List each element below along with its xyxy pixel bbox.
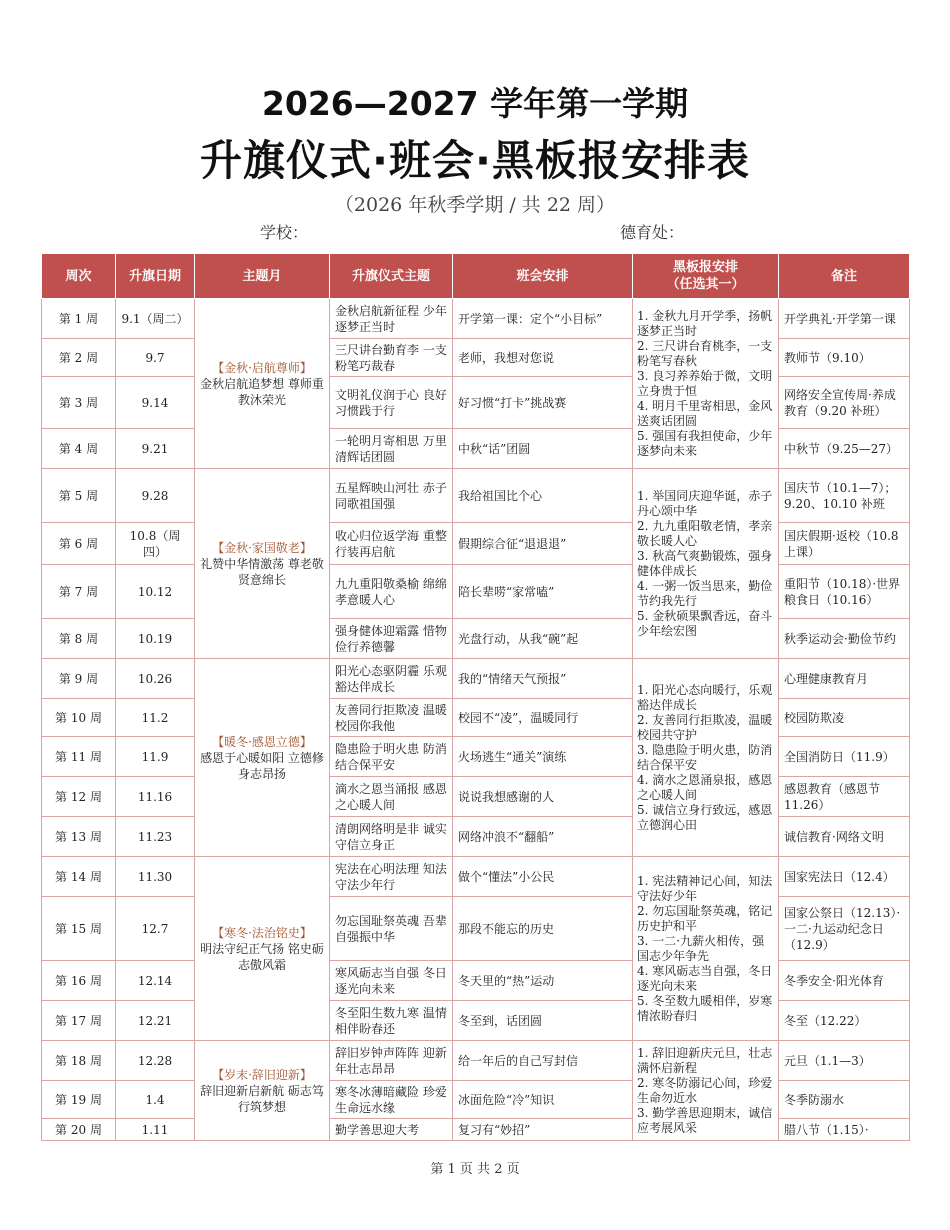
- blackboard-item: 4. 寒风砺志当自强，冬日逐光向未来: [637, 963, 773, 993]
- blackboard-item: 2. 九九重阳敬老情，孝亲敬长暖人心: [637, 518, 773, 548]
- note-cell: 心理健康教育月: [779, 659, 910, 699]
- theme-month-tag: 【金秋·家国敬老】: [212, 540, 312, 555]
- date-cell: 12.7: [116, 897, 195, 961]
- class-meeting-cell: 那段不能忘的历史: [453, 897, 633, 961]
- note-cell: 国家宪法日（12.4）: [779, 857, 910, 897]
- table-row: [42, 737, 910, 777]
- blackboard-item: 1. 金秋九月开学季，扬帆逐梦正当时: [637, 308, 773, 338]
- blackboard-item: 5. 诚信立身行致远，感恩立德润心田: [637, 802, 773, 832]
- ceremony-theme-cell: 阳光心态驱阴霾 乐观豁达伴成长: [330, 659, 453, 699]
- table-row: [42, 659, 910, 699]
- note-cell: 国庆假期·返校（10.8 上课）: [779, 523, 910, 565]
- note-cell: 腊八节（1.15）·: [779, 1119, 910, 1141]
- note-cell: 国庆节（10.1—7）；9.20、10.10 补班: [779, 469, 910, 523]
- note-cell: 感恩教育（感恩节 11.26）: [779, 777, 910, 817]
- table-row: [42, 565, 910, 619]
- blackboard-item: 4. 滴水之恩涌泉报，感恩之心暖人间: [637, 772, 773, 802]
- ceremony-theme-cell: 强身健体迎霜露 惜物俭行养德馨: [330, 619, 453, 659]
- class-meeting-cell: 冰面危险“冷”知识: [453, 1081, 633, 1119]
- date-cell: 9.14: [116, 377, 195, 429]
- ceremony-theme-cell: 金秋启航新征程 少年逐梦正当时: [330, 299, 453, 339]
- blackboard-item: 5. 强国有我担使命，少年逐梦向未来: [637, 428, 773, 458]
- note-cell: 诚信教育·网络文明: [779, 817, 910, 857]
- column-header: 升旗日期: [116, 254, 195, 299]
- table-row: [42, 377, 910, 429]
- theme-month-cell: [195, 469, 330, 659]
- table-row: [42, 299, 910, 339]
- class-meeting-cell: 我给祖国比个心: [453, 469, 633, 523]
- theme-month-cell: [195, 857, 330, 1041]
- ceremony-theme-cell: 滴水之恩当涌报 感恩之心暖人间: [330, 777, 453, 817]
- table-row: [42, 619, 910, 659]
- note-cell: 冬至（12.22）: [779, 1001, 910, 1041]
- week-cell: 第 10 周: [42, 699, 116, 737]
- week-cell: 第 19 周: [42, 1081, 116, 1119]
- blackboard-cell: [633, 299, 779, 469]
- week-cell: 第 17 周: [42, 1001, 116, 1041]
- table-row: [42, 523, 910, 565]
- week-cell: 第 20 周: [42, 1119, 116, 1141]
- blackboard-item: 1. 阳光心态向暖行，乐观豁达伴成长: [637, 682, 773, 712]
- class-meeting-cell: 中秋“话”团圆: [453, 429, 633, 469]
- week-cell: 第 11 周: [42, 737, 116, 777]
- blackboard-cell: [633, 659, 779, 857]
- class-meeting-cell: 冬天里的“热”运动: [453, 961, 633, 1001]
- theme-month-text: 明法守纪正气扬 铭史砺志傲风霜: [200, 941, 324, 972]
- theme-month-tag: 【寒冬·法治铭史】: [212, 925, 312, 940]
- blackboard-item: 1. 宪法精神记心间，知法守法好少年: [637, 873, 773, 903]
- note-cell: 教师节（9.10）: [779, 339, 910, 377]
- note-cell: 国家公祭日（12.13）·一二·九运动纪念日（12.9）: [779, 897, 910, 961]
- blackboard-item: 3. 良习养养始于微，文明立身贵于恒: [637, 368, 773, 398]
- date-cell: 12.21: [116, 1001, 195, 1041]
- date-cell: 9.7: [116, 339, 195, 377]
- table-row: [42, 1001, 910, 1041]
- blackboard-item: 1. 辞旧迎新庆元旦，壮志满怀启新程: [637, 1045, 773, 1075]
- theme-month-text: 礼赞中华情激荡 尊老敬贤意绵长: [200, 556, 324, 587]
- blackboard-item: 2. 三尺讲台育桃李，一支粉笔写春秋: [637, 338, 773, 368]
- document-subtitle: （2026 年秋季学期 / 共 22 周）: [334, 194, 616, 216]
- blackboard-item: 3. 一二·九薪火相传，强国志少年争先: [637, 933, 765, 963]
- blackboard-cell: [633, 469, 779, 659]
- theme-month-tag: 【岁末·辞旧迎新】: [212, 1067, 312, 1082]
- table-row: [42, 857, 910, 897]
- week-cell: 第 6 周: [42, 523, 116, 565]
- theme-month-tag: 【金秋·启航尊师】: [212, 360, 312, 375]
- ceremony-theme-cell: 三尺讲台勤育李 一支粉笔巧裁春: [330, 339, 453, 377]
- ceremony-theme-cell: 冬至阳生数九寒 温情相伴盼春还: [330, 1001, 453, 1041]
- date-cell: 9.1（周二）: [116, 299, 195, 339]
- table-row: [42, 469, 910, 523]
- table-row: [42, 699, 910, 737]
- date-cell: 11.30: [116, 857, 195, 897]
- week-cell: 第 9 周: [42, 659, 116, 699]
- date-cell: 11.9: [116, 737, 195, 777]
- week-cell: 第 13 周: [42, 817, 116, 857]
- ceremony-theme-cell: 寒风砺志当自强 冬日逐光向未来: [330, 961, 453, 1001]
- date-cell: 10.19: [116, 619, 195, 659]
- blackboard-item: 2. 友善同行拒欺凌，温暖校园共守护: [637, 712, 773, 742]
- table-row: [42, 897, 910, 961]
- blackboard-item: 3. 勤学善思迎期末，诚信应考展风采: [637, 1105, 773, 1135]
- class-meeting-cell: 陪长辈唠“家常嗑”: [453, 565, 633, 619]
- class-meeting-cell: 做个“懂法”小公民: [453, 857, 633, 897]
- table-header-row: [42, 254, 910, 299]
- note-cell: 网络安全宣传周·养成教育（9.20 补班）: [779, 377, 910, 429]
- week-cell: 第 18 周: [42, 1041, 116, 1081]
- class-meeting-cell: 火场逃生“通关”演练: [453, 737, 633, 777]
- ceremony-theme-cell: 五星辉映山河壮 赤子同歌祖国强: [330, 469, 453, 523]
- blackboard-item: 2. 勿忘国耻祭英魂，铭记历史护和平: [637, 903, 773, 933]
- blackboard-item: 4. 一粥一饭当思来，勤俭节约我先行: [637, 578, 773, 608]
- ceremony-theme-cell: 勤学善思迎大考: [330, 1119, 453, 1141]
- week-cell: 第 4 周: [42, 429, 116, 469]
- theme-month-tag: 【暖冬·感恩立德】: [212, 734, 312, 749]
- class-meeting-cell: 光盘行动，从我“碗”起: [453, 619, 633, 659]
- ceremony-theme-cell: 收心归位返学海 重整行装再启航: [330, 523, 453, 565]
- class-meeting-cell: 假期综合征“退退退”: [453, 523, 633, 565]
- class-meeting-cell: 我的“情绪天气预报”: [453, 659, 633, 699]
- date-cell: 9.28: [116, 469, 195, 523]
- blackboard-cell: [633, 1041, 779, 1141]
- class-meeting-cell: 复习有“妙招”: [453, 1119, 633, 1141]
- note-cell: 重阳节（10.18）·世界粮食日（10.16）: [779, 565, 910, 619]
- class-meeting-cell: 给一年后的自己写封信: [453, 1041, 633, 1081]
- column-header: 主题月: [195, 254, 330, 299]
- date-cell: 11.23: [116, 817, 195, 857]
- note-cell: 冬季安全·阳光体育: [779, 961, 910, 1001]
- date-cell: 10.26: [116, 659, 195, 699]
- schedule-table: [41, 253, 910, 1141]
- date-cell: 1.4: [116, 1081, 195, 1119]
- blackboard-item: 1. 举国同庆迎华诞，赤子丹心颂中华: [637, 488, 773, 518]
- week-cell: 第 8 周: [42, 619, 116, 659]
- blackboard-item: 2. 寒冬防溺记心间，珍爱生命勿近水: [637, 1075, 773, 1105]
- ceremony-theme-cell: 隐患险于明火患 防消结合保平安: [330, 737, 453, 777]
- blackboard-item: 3. 秋高气爽勤锻炼，强身健体伴成长: [637, 548, 773, 578]
- week-cell: 第 15 周: [42, 897, 116, 961]
- document-title: 2026—2027 学年第一学期: [261, 84, 689, 123]
- date-cell: 9.21: [116, 429, 195, 469]
- note-cell: 校园防欺凌: [779, 699, 910, 737]
- table-row: [42, 1119, 910, 1141]
- class-meeting-cell: 网络冲浪不“翻船”: [453, 817, 633, 857]
- table-row: [42, 1041, 910, 1081]
- ceremony-theme-cell: 文明礼仪润于心 良好习惯践于行: [330, 377, 453, 429]
- class-meeting-cell: 校园不“凌”，温暖同行: [453, 699, 633, 737]
- blackboard-cell: [633, 857, 779, 1041]
- theme-month-text: 感恩于心暖如阳 立德修身志昂扬: [200, 750, 324, 781]
- school-label: 学校：: [260, 223, 309, 242]
- note-cell: 冬季防溺水: [779, 1081, 910, 1119]
- ceremony-theme-cell: 勿忘国耻祭英魂 吾辈自强振中华: [330, 897, 453, 961]
- date-cell: 1.11: [116, 1119, 195, 1141]
- document-main-title: 升旗仪式·班会·黑板报安排表: [200, 136, 750, 185]
- table-row: [42, 817, 910, 857]
- class-meeting-cell: 老师，我想对您说: [453, 339, 633, 377]
- theme-month-cell: [195, 299, 330, 469]
- theme-month-text: 金秋启航追梦想 尊师重教沐荣光: [200, 376, 324, 407]
- week-cell: 第 5 周: [42, 469, 116, 523]
- week-cell: 第 14 周: [42, 857, 116, 897]
- theme-month-cell: [195, 659, 330, 857]
- date-cell: 10.8（周四）: [116, 523, 195, 565]
- date-cell: 12.14: [116, 961, 195, 1001]
- date-cell: 10.12: [116, 565, 195, 619]
- column-header: 班会安排: [453, 254, 633, 299]
- ceremony-theme-cell: 寒冬冰薄暗藏险 珍爱生命远水缘: [330, 1081, 453, 1119]
- ceremony-theme-cell: 辞旧岁钟声阵阵 迎新年壮志昂昂: [330, 1041, 453, 1081]
- note-cell: 全国消防日（11.9）: [779, 737, 910, 777]
- class-meeting-cell: 开学第一课：定个“小目标”: [453, 299, 633, 339]
- date-cell: 11.16: [116, 777, 195, 817]
- ceremony-theme-cell: 一轮明月寄相思 万里清辉话团圆: [330, 429, 453, 469]
- column-header: 备注: [779, 254, 910, 299]
- date-cell: 12.28: [116, 1041, 195, 1081]
- dept-label: 德育处：: [620, 223, 685, 242]
- table-body: [42, 299, 910, 1141]
- note-cell: 开学典礼·开学第一课: [779, 299, 910, 339]
- ceremony-theme-cell: 友善同行拒欺凌 温暖校园你我他: [330, 699, 453, 737]
- week-cell: 第 12 周: [42, 777, 116, 817]
- ceremony-theme-cell: 清朗网络明是非 诚实守信立身正: [330, 817, 453, 857]
- class-meeting-cell: 好习惯“打卡”挑战赛: [453, 377, 633, 429]
- note-cell: 中秋节（9.25—27）: [779, 429, 910, 469]
- page-footer: 第 1 页 共 2 页: [430, 1162, 520, 1177]
- week-cell: 第 3 周: [42, 377, 116, 429]
- blackboard-item: 4. 明月千里寄相思，金风送爽话团圆: [637, 398, 773, 428]
- column-header: 升旗仪式主题: [330, 254, 453, 299]
- blackboard-item: 3. 隐患险于明火患，防消结合保平安: [637, 742, 773, 772]
- ceremony-theme-cell: 宪法在心明法理 知法守法少年行: [330, 857, 453, 897]
- column-header: 黑板报安排 （任选其一）: [633, 254, 779, 299]
- table-row: [42, 777, 910, 817]
- blackboard-item: 5. 冬至数九暖相伴，岁寒情浓盼春归: [637, 993, 773, 1023]
- ceremony-theme-cell: 九九重阳敬桑榆 绵绵孝意暖人心: [330, 565, 453, 619]
- date-cell: 11.2: [116, 699, 195, 737]
- note-cell: 元旦（1.1—3）: [779, 1041, 910, 1081]
- blackboard-item: 5. 金秋硕果飘香远，奋斗少年绘宏图: [637, 608, 773, 638]
- table-row: [42, 429, 910, 469]
- class-meeting-cell: 冬至到，话团圆: [453, 1001, 633, 1041]
- week-cell: 第 16 周: [42, 961, 116, 1001]
- table-row: [42, 1081, 910, 1119]
- class-meeting-cell: 说说我想感谢的人: [453, 777, 633, 817]
- table-row: [42, 961, 910, 1001]
- column-header: 周次: [42, 254, 116, 299]
- week-cell: 第 1 周: [42, 299, 116, 339]
- week-cell: 第 2 周: [42, 339, 116, 377]
- note-cell: 秋季运动会·勤俭节约: [779, 619, 910, 659]
- table-row: [42, 339, 910, 377]
- theme-month-text: 辞旧迎新启新航 砺志笃行筑梦想: [200, 1083, 324, 1114]
- theme-month-cell: [195, 1041, 330, 1141]
- week-cell: 第 7 周: [42, 565, 116, 619]
